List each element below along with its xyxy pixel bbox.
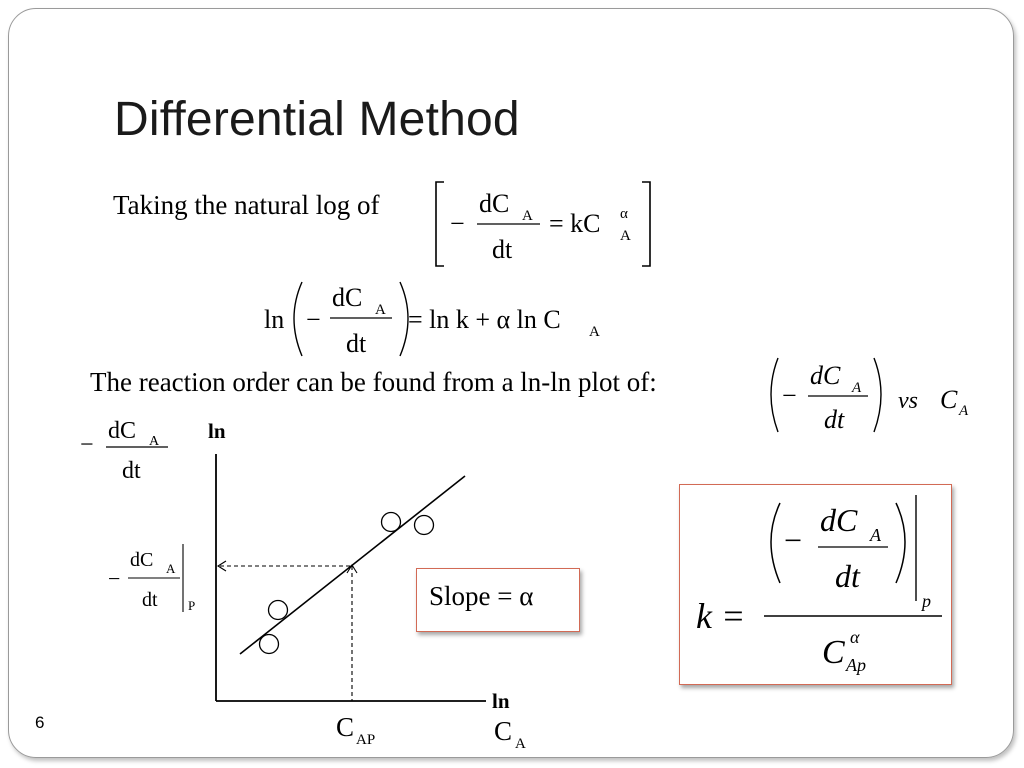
- right-paren: [896, 503, 905, 583]
- bottom-sub: Ap: [846, 655, 866, 675]
- page-number: 6: [35, 713, 45, 732]
- denominator-dt: dt: [824, 405, 845, 434]
- x-marker-sub: AP: [356, 732, 376, 748]
- slope-label: Slope = α: [429, 581, 534, 611]
- k-formula-box: [679, 484, 952, 685]
- plot-of-expression: [764, 354, 984, 438]
- data-point: [382, 513, 401, 532]
- y-label-den: dt: [122, 458, 141, 484]
- x-marker-c: C: [336, 712, 355, 742]
- log-form-equation: [262, 276, 622, 362]
- rhs-text: = ln k + α ln C: [408, 305, 561, 334]
- eval-sub: p: [922, 591, 931, 611]
- left-bracket: [436, 182, 444, 266]
- variable-c: C: [940, 385, 958, 414]
- right-paren: [400, 282, 408, 356]
- rate-law-equation: [428, 176, 658, 272]
- y-label-minus: −: [80, 432, 94, 458]
- minus-sign: −: [784, 522, 803, 558]
- marker-num: dC: [130, 549, 154, 571]
- marker-den: dt: [142, 589, 158, 611]
- slide-title: Differential Method: [114, 93, 520, 146]
- minus-sign: −: [306, 305, 321, 334]
- marker-sub: P: [188, 598, 196, 613]
- denominator-dt: dt: [835, 558, 860, 594]
- x-label-sub: A: [515, 736, 526, 752]
- y-label-num-sub: A: [149, 434, 160, 449]
- numerator-dc: dC: [810, 361, 841, 390]
- minus-sign: −: [782, 381, 797, 410]
- alpha-power: α: [620, 206, 628, 222]
- marker-num-sub: A: [166, 561, 176, 576]
- right-bracket: [642, 182, 650, 266]
- minus-sign: −: [450, 209, 465, 238]
- bottom-c: C: [822, 634, 845, 671]
- vs-text: vs: [898, 388, 918, 414]
- numerator-sub: A: [852, 380, 862, 396]
- x-label-c: C: [494, 716, 513, 746]
- power-sub: A: [620, 228, 631, 244]
- left-paren: [294, 282, 302, 356]
- slope-box: [416, 568, 580, 632]
- numerator-sub: A: [375, 302, 386, 318]
- k-formula: [680, 485, 951, 684]
- k-equals: k =: [696, 596, 746, 636]
- denominator-dt: dt: [346, 329, 367, 358]
- data-point: [415, 516, 434, 535]
- variable-sub: A: [959, 403, 969, 419]
- y-label-num: dC: [108, 418, 137, 444]
- reaction-order-text: The reaction order can be found from a ln-ln plot of:: [90, 367, 657, 397]
- left-paren: [771, 358, 778, 432]
- data-point: [269, 601, 288, 620]
- numerator-dc: dC: [332, 283, 363, 312]
- equals-kc: = kC: [549, 209, 601, 238]
- bottom-power: α: [850, 627, 860, 647]
- numerator-sub: A: [522, 208, 533, 224]
- ln-text: ln: [264, 305, 285, 334]
- denominator-dt: dt: [492, 235, 513, 264]
- numerator-dc: dC: [479, 189, 510, 218]
- right-paren: [874, 358, 881, 432]
- left-paren: [771, 503, 780, 583]
- numerator-dc: dC: [820, 502, 858, 538]
- marker-minus: −: [108, 566, 121, 591]
- x-axis-ln: ln: [492, 689, 510, 713]
- data-point: [260, 635, 279, 654]
- y-axis-ln: ln: [208, 419, 226, 443]
- intro-text: Taking the natural log of: [113, 190, 380, 220]
- numerator-sub: A: [870, 525, 881, 545]
- rhs-sub: A: [589, 324, 600, 340]
